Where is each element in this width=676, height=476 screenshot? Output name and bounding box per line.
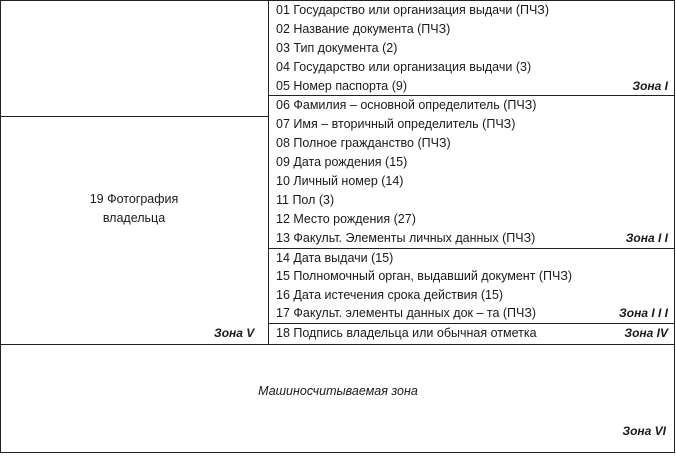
zone-label-1: Зона I <box>632 79 668 93</box>
zone-label-4: Зона IV <box>624 326 668 340</box>
field-08: 08 Полное гражданство (ПЧЗ) <box>276 136 451 150</box>
field-11: 11 Пол (3) <box>276 193 335 207</box>
divider-photo-top <box>0 116 268 117</box>
zone-label-5: Зона V <box>214 326 255 340</box>
zone-label-6: Зона VI <box>622 424 666 438</box>
field-06: 06 Фамилия – основной определитель (ПЧЗ) <box>276 98 537 112</box>
field-09: 09 Дата рождения (15) <box>276 155 408 169</box>
field-14: 14 Дата выдачи (15) <box>276 251 394 265</box>
machine-readable-zone-label: Машиносчитываемая зона <box>258 384 418 398</box>
photo-label-line1: 19 Фотография <box>89 192 179 206</box>
zone-label-2: Зона I I <box>625 231 668 245</box>
divider-mrz-top <box>0 344 675 345</box>
field-02: 02 Название документа (ПЧЗ) <box>276 22 451 36</box>
field-03: 03 Тип документа (2) <box>276 41 398 55</box>
field-15: 15 Полномочный орган, выдавший документ (ПЧЗ) <box>276 269 573 283</box>
field-13: 13 Факульт. Элементы личных данных (ПЧЗ) <box>276 231 536 245</box>
field-01: 01 Государство или организация выдачи (ПЧЗ) <box>276 3 550 17</box>
field-18: 18 Подпись владельца или обычная отметка <box>276 326 537 340</box>
field-10: 10 Личный номер (14) <box>276 174 404 188</box>
field-16: 16 Дата истечения срока действия (15) <box>276 288 504 302</box>
divider-vertical <box>268 0 269 344</box>
field-07: 07 Имя – вторичный определитель (ПЧЗ) <box>276 117 516 131</box>
photo-label-line2: владельца <box>102 211 166 225</box>
photo-area-label <box>0 190 268 228</box>
field-12: 12 Место рождения (27) <box>276 212 416 226</box>
field-05: 05 Номер паспорта (9) <box>276 79 407 93</box>
field-17: 17 Факульт. элементы данных док – та (ПЧЗ) <box>276 306 537 320</box>
field-04: 04 Государство или организация выдачи (3) <box>276 60 532 74</box>
zone-label-3: Зона I I I <box>619 306 668 320</box>
